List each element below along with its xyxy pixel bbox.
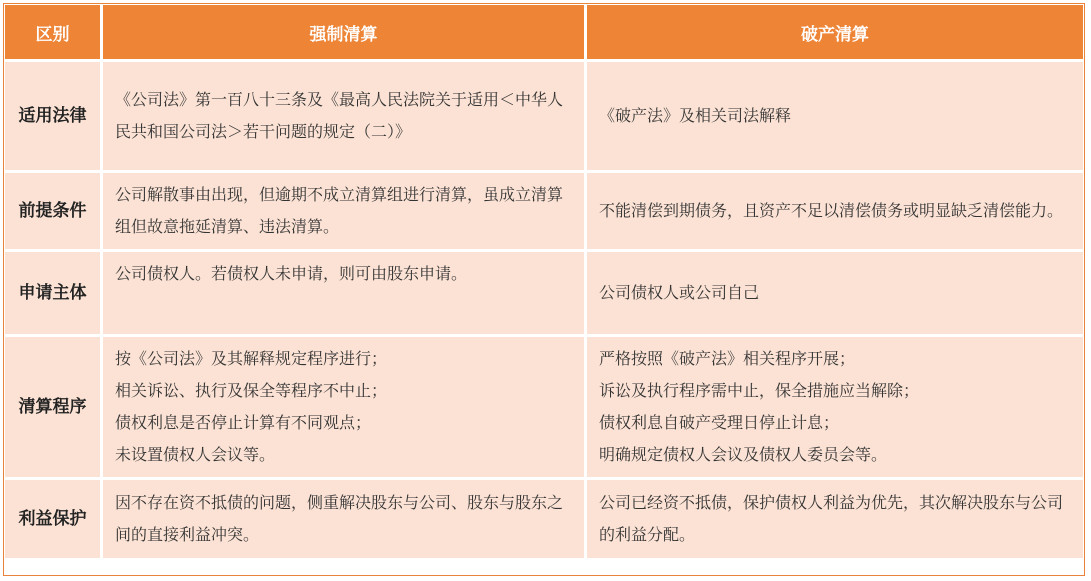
cell-text: 债权利息自破产受理日停止计息； xyxy=(599,413,840,432)
row-label: 前提条件 xyxy=(5,173,100,249)
cell-text: 因不存在资不抵债的问题，侧重解决股东与公司、股东与股东之间的直接利益冲突。 xyxy=(115,493,564,544)
cell-text: 相关诉讼、执行及保全等程序不中止； xyxy=(115,381,388,400)
cell-text: 公司债权人。若债权人未申请，则可由股东申请。 xyxy=(115,264,468,283)
cell-text: 公司已经资不抵债，保护债权人利益为优先，其次解决股东与公司的利益分配。 xyxy=(599,493,1064,544)
cell-text: 明确规定债权人会议及债权人委员会等。 xyxy=(599,445,888,464)
bankruptcy-cell xyxy=(587,173,1083,249)
cell-text: 公司解散事由出现，但逾期不成立清算组进行清算，虽成立清算组但故意拖延清算、违法清算。 xyxy=(115,185,564,236)
table-row xyxy=(5,480,1083,558)
table-row xyxy=(5,252,1083,334)
bankruptcy-cell xyxy=(587,480,1083,558)
forced-cell xyxy=(103,62,584,170)
row-label: 利益保护 xyxy=(5,480,100,558)
cell-text: 未设置债权人会议等。 xyxy=(115,445,276,464)
table-row xyxy=(5,337,1083,477)
forced-cell xyxy=(103,252,584,334)
cell-text: 《破产法》及相关司法解释 xyxy=(599,106,792,125)
forced-cell xyxy=(103,173,584,249)
row-label: 清算程序 xyxy=(5,337,100,477)
row-label: 申请主体 xyxy=(5,252,100,334)
table-row xyxy=(5,62,1083,170)
bankruptcy-cell xyxy=(587,252,1083,334)
row-label: 适用法律 xyxy=(5,62,100,170)
header-forced-liquidation: 强制清算 xyxy=(103,5,584,59)
header-bankruptcy-liquidation: 破产清算 xyxy=(587,5,1083,59)
header-row xyxy=(5,5,1083,59)
cell-text: 债权利息是否停止计算有不同观点； xyxy=(115,413,372,432)
cell-text: 诉讼及执行程序需中止，保全措施应当解除； xyxy=(599,381,920,400)
table-row xyxy=(5,173,1083,249)
comparison-table xyxy=(2,2,1086,561)
cell-text: 公司债权人或公司自己 xyxy=(599,283,760,302)
header-diff: 区别 xyxy=(5,5,100,59)
bankruptcy-cell xyxy=(587,337,1083,477)
cell-text: 《公司法》第一百八十三条及《最高人民法院关于适用＜中华人民共和国公司法＞若干问题的规定（二）》 xyxy=(115,90,564,141)
forced-cell xyxy=(103,480,584,558)
forced-cell xyxy=(103,337,584,477)
cell-text: 按《公司法》及其解释规定程序进行； xyxy=(115,349,388,368)
cell-text: 严格按照《破产法》相关程序开展； xyxy=(599,349,856,368)
bankruptcy-cell xyxy=(587,62,1083,170)
cell-text: 不能清偿到期债务，且资产不足以清偿债务或明显缺乏清偿能力。 xyxy=(599,201,1064,220)
